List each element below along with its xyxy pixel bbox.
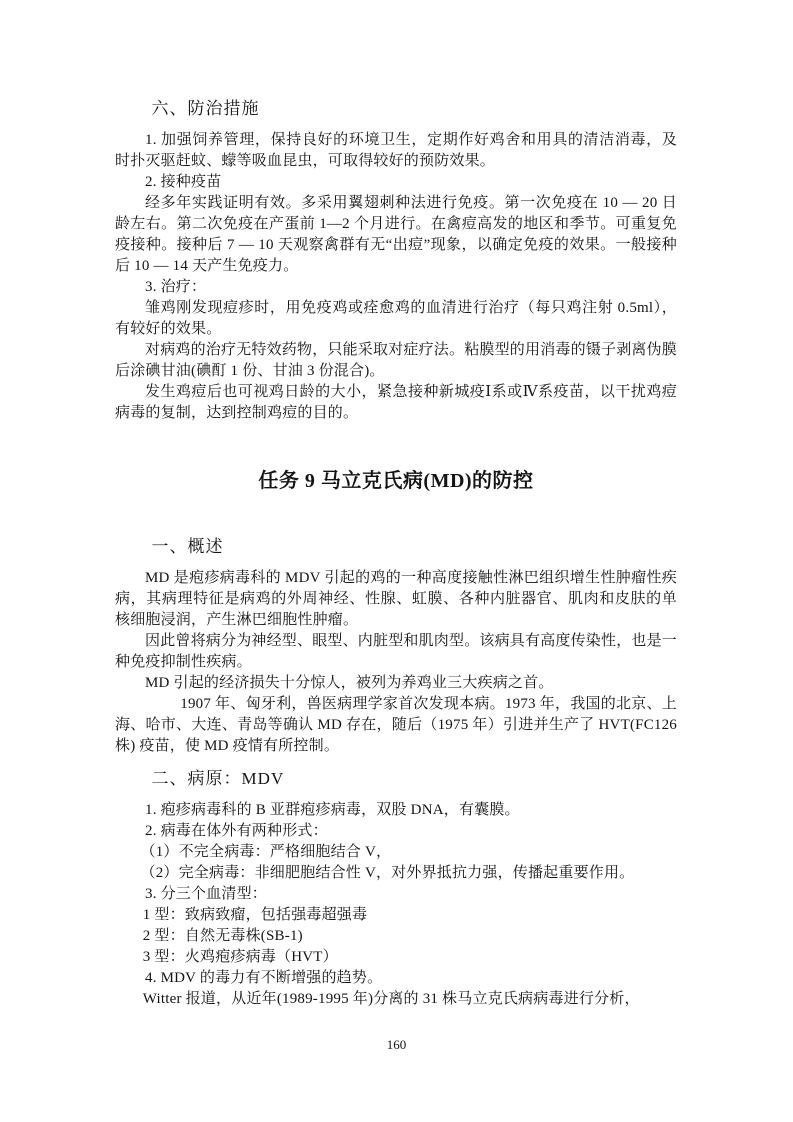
section-heading-pathogen-mdv: 二、病原：MDV xyxy=(151,769,285,788)
list-item-serotype-3: 3 型：火鸡疱疹病毒（HVT） xyxy=(142,949,338,965)
para-vaccination-subtitle: 2. 接种疫苗 xyxy=(145,174,222,190)
document-content xyxy=(115,97,677,1010)
list-item-incomplete-virus: （1）不完全病毒：严格细胞结合 V， xyxy=(140,844,392,860)
list-item-virulence-trend: 4. MDV 的毒力有不断增强的趋势。 xyxy=(145,970,383,986)
list-item-complete-virus: （2）完全病毒：非细肥胞结合性 V，对外界抵抗力强，传播起重要作用。 xyxy=(140,865,635,881)
para-md-classification: 因此曾将病分为神经型、眼型、内脏型和肌肉型。该病具有高度传染性，也是一种免疫抑制性疾病。 xyxy=(115,633,678,670)
list-item-witter-report: Witter 报道，从近年(1989-1995 年)分离的 31 株马立克氏病病毒进行分析， xyxy=(142,991,640,1007)
para-vaccination-detail: 经多年实践证明有效。多采用翼翅刺种法进行免疫。第一次免疫在 10 — 20 日龄左右。第二次免疫在产蛋前 1—2 个月进行。在禽痘高发的地区和季节。可重复免疫接种。接种后 7 — 10 天观察禽群有无“出痘”现象，以确定免疫的效果。一般接种后 10 — 14 天产生免疫力。 xyxy=(115,195,677,274)
para-treatment-symptomatic: 对病鸡的治疗无特效药物，只能采取对症疗法。粘膜型的用消毒的镊子剥离伪膜后涂碘甘油(碘酊 1 份、甘油 3 份混合)。 xyxy=(115,342,678,379)
list-item-two-forms: 2. 病毒在体外有两种形式： xyxy=(145,823,328,839)
list-item-serotype-1: 1 型：致病致瘤，包括强毒超强毒 xyxy=(142,907,368,923)
para-md-history: 1907 年、匈牙利，兽医病理学家首次发现本病。1973 年，我国的北京、上海、哈市、大连、青岛等确认 MD 存在，随后（1975 年）引进并生产了 HVT(FC126 株) 疫苗，使 MD 疫情有所控制。 xyxy=(115,696,677,754)
list-item-three-serotypes: 3. 分三个血清型： xyxy=(145,886,268,902)
section-heading-prevention-measures: 六、防治措施 xyxy=(151,99,260,118)
section-heading-overview: 一、概述 xyxy=(151,537,224,556)
page-number: 160 xyxy=(386,1037,407,1052)
task-title-md-prevention: 任务 9 马立克氏病(MD)的防控 xyxy=(258,470,534,492)
list-item-serotype-2: 2 型：自然无毒株(SB-1) xyxy=(142,928,303,944)
para-feeding-management: 1. 加强饲养管理，保持良好的环境卫生，定期作好鸡舍和用具的清洁消毒，及时扑灭驱赶蚊、蠓等吸血昆虫，可取得较好的预防效果。 xyxy=(115,132,677,169)
list-item-herpesvirus: 1. 疱疹病毒科的 B 亚群疱疹病毒，双股 DNA，有囊膜。 xyxy=(145,802,520,818)
para-md-economic-loss: MD 引起的经济损失十分惊人，被列为养鸡业三大疾病之首。 xyxy=(145,675,554,691)
para-treatment-subtitle: 3. 治疗： xyxy=(145,279,207,295)
para-emergency-vaccination: 发生鸡痘后也可视鸡日龄的大小，紧急接种新城疫Ⅰ系或Ⅳ系疫苗，以干扰鸡痘病毒的复制，达到控制鸡痘的目的。 xyxy=(115,384,677,421)
para-md-definition: MD 是疱疹病毒科的 MDV 引起的鸡的一种高度接触性淋巴组织增生性肿瘤性疾病，其病理特征是病鸡的外周神经、性腺、虹膜、各种内脏器官、肌肉和皮肤的单核细胞浸润，产生淋巴细胞性肿瘤。 xyxy=(115,570,677,628)
para-treatment-serum: 雏鸡刚发现痘疹时，用免疫鸡或痊愈鸡的血清进行治疗（每只鸡注射 0.5ml），有较好的效果。 xyxy=(115,300,677,337)
